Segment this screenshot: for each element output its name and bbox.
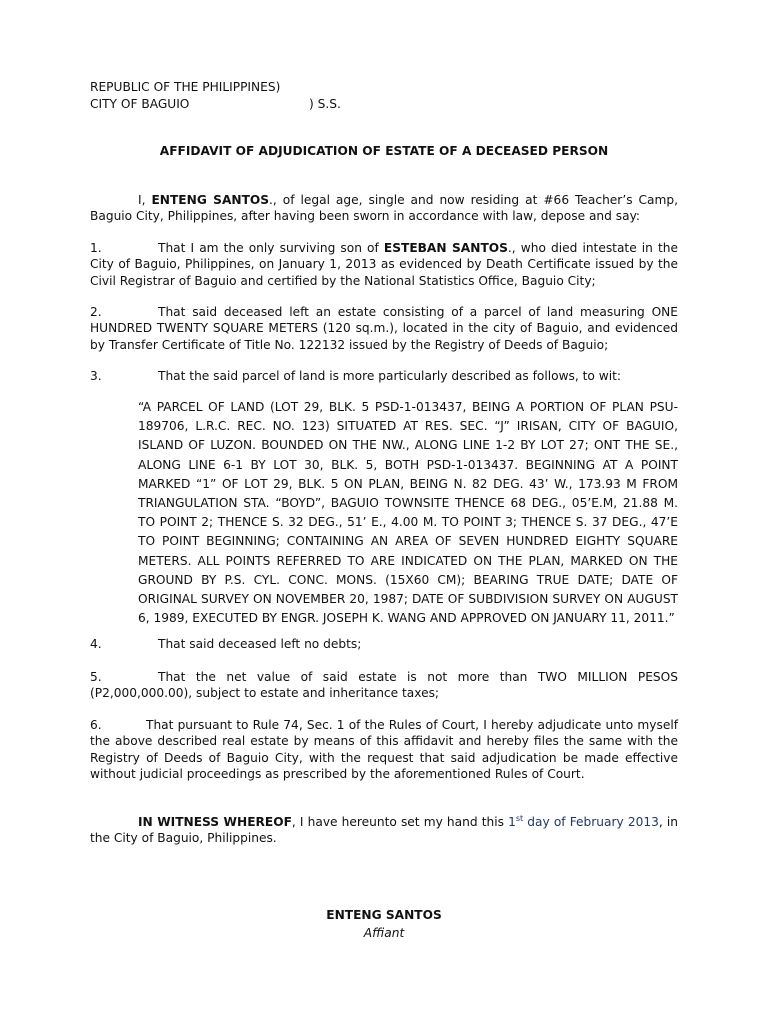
item-6-text: That pursuant to Rule 74, Sec. 1 of the Rules of Court, I hereby adjudicate unto myself the above described real estate by means of this affidavit and hereby files the same with the Registry of Deeds of Baguio City, with the request that said adjudication be made effective without judicial proceedings as prescribed by the aforementioned Rules of Court. [90,718,678,782]
item-3-text: That the said parcel of land is more particularly described as follows, to wit: [158,369,621,383]
witness-paragraph [90,814,678,847]
item-3 [90,368,678,384]
witness-date [508,815,659,829]
item-2 [90,304,678,353]
item-5-number: 5. [90,670,102,684]
witness-mid: , I have hereunto set my hand this [291,815,509,829]
item-1-pre: That I am the only surviving son of [158,241,384,255]
item-1-post: ., who died intestate in the City of Baguio, Philippines, on January 1, 2013 as evidenced by Death Certificate issued by the Civil Registrar of Baguio and certified by the National Statistics Office, Baguio City; [90,241,678,288]
intro-post: ., of legal age, single and now residing at #66 Teacher’s Camp, Baguio City, Philippines, after having been sworn in accordance with law, depose and say: [90,193,678,224]
item-2-number: 2. [90,305,102,319]
item-1 [90,240,678,289]
affiant-name-bold: ENTENG SANTOS [151,193,270,207]
witness-lead-bold: IN WITNESS WHEREOF [138,815,292,829]
item-2-text: That said deceased left an estate consisting of a parcel of land measuring ONE HUNDRED TWENTY SQUARE METERS (120 sq.m.), located in the city of Baguio, and evidenced by Transfer Certificate of Title No. 122132 issued by the Registry of Deeds of Baguio; [90,305,678,352]
header-republic: REPUBLIC OF THE PHILIPPINES) [90,80,281,94]
signature-name: ENTENG SANTOS [326,908,442,922]
witness-date-rest: day of February 2013 [523,815,659,829]
item-4-number: 4. [90,637,102,651]
item-1-number: 1. [90,241,102,255]
witness-day-suffix: st [515,813,524,823]
header-city [90,96,678,112]
item-6-number: 6. [90,718,102,732]
intro-paragraph [90,192,678,225]
document-title: AFFIDAVIT OF ADJUDICATION OF ESTATE OF A DECEASED PERSON [159,144,609,158]
deceased-name-bold: ESTEBAN SANTOS [383,241,508,255]
witness-day: 1 [508,815,516,829]
witness-end: , in the City of Baguio, Philippines. [90,815,678,846]
header-ss: ) S.S. [309,97,341,111]
header-city-name: CITY OF BAGUIO [90,97,190,111]
item-4 [90,636,678,652]
item-3-number: 3. [90,369,102,383]
item-6 [90,717,678,783]
land-description-quote: “A PARCEL OF LAND (LOT 29, BLK. 5 PSD-1-013437, BEING A PORTION OF PLAN PSU-189706, L.R.C. REC. NO. 123) SITUATED AT RES. SEC. “J” IRISAN, CITY OF BAGUIO, ISLAND OF LUZON. BOUNDED ON THE NW., ALONG LINE 1-2 BY LOT 27; ONT THE SE., ALONG LINE 6-1 BY LOT 30, BLK. 5, BOTH PSD-1-013437. BEGINNING AT A POINT MARKED “1” OF LOT 29, BLK. 5 ON PLAN, BEING N. 82 DEG. 43’ W., 173.93 M FROM TRIANGULATION STA. “BOYD”, BAGUIO TOWNSITE THENCE 68 DEG., 05’E.M, 21.88 M. TO POINT 2; THENCE S. 32 DEG., 51’ E., 4.00 M. TO POINT 3; THENCE S. 37 DEG., 47’E TO POINT BEGINNING; CONTAINING AN AREA OF SEVEN HUNDRED EIGHTY SQUARE METERS. ALL POINTS REFERRED TO ARE INDICATED ON THE PLAN, MARKED ON THE GROUND BY P.S. CYL. CONC. MONS. (15X60 CM); BEARING TRUE DATE; DATE OF ORIGINAL SURVEY ON NOVEMBER 20, 1987; DATE OF SUBDIVISION SURVEY ON AUGUST 6, 1989, EXECUTED BY ENGR. JOSEPH K. WANG AND APPROVED ON JANUARY 11, 2011.” [138,400,678,626]
intro-pre: I, [138,193,152,207]
signature-role: Affiant [363,926,405,940]
item-5 [90,669,678,702]
item-5-text: That the net value of said estate is not more than TWO MILLION PESOS (P2,000,000.00), subject to estate and inheritance taxes; [90,670,678,701]
item-4-text: That said deceased left no debts; [158,637,362,651]
